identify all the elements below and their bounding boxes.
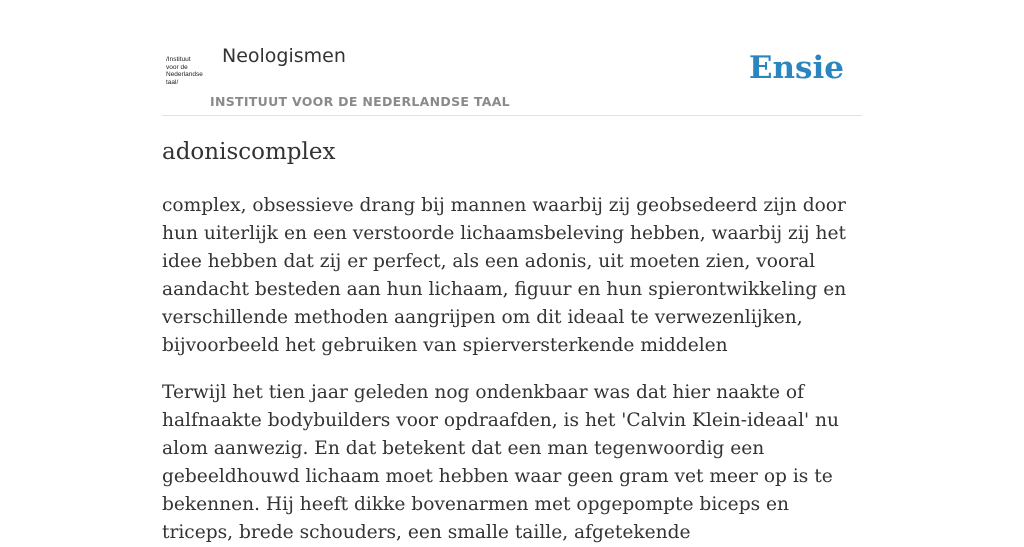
ensie-brand-link[interactable]: Ensie bbox=[748, 50, 844, 86]
entry-definition: complex, obsessieve drang bij mannen waarbij zij geobsedeerd zijn door hun uiterlijk en een verstoorde lichaamsbeleving hebben, waarbij zij het idee hebben dat zij er perfect, als een adonis, uit moeten zien, vooral aandacht besteden aan hun lichaam, figuur en hun spierontwikkeling en verschillende methoden aangrijpen om dit ideaal te verwezenlijken, bijvoorbeeld het gebruiken van spierversterkende middelen bbox=[162, 195, 847, 356]
entry-example: Terwijl het tien jaar geleden nog ondenkbaar was dat hier naakte of halfnaakte bodybuilders voor opdraafden, is het 'Calvin Klein-ideaal' nu alom aanwezig. En dat betekent dat een man tegenwoordig een gebeeldhouwd lichaam moet hebben waar geen gram vet meer op is te bekennen. Hij heeft dikke bovenarmen met opgepompte biceps en triceps, brede schouders, een smalle taille, afgetekende bbox=[162, 382, 840, 543]
institute-logo[interactable]: /Instituut voor de Nederlandse taal/ bbox=[166, 56, 203, 86]
site-subtitle: INSTITUUT VOOR DE NEDERLANDSE TAAL bbox=[210, 94, 510, 109]
site-header bbox=[162, 0, 862, 116]
site-title[interactable]: Neologismen bbox=[222, 45, 346, 67]
entry-title: adoniscomplex bbox=[162, 139, 336, 165]
content-container bbox=[162, 0, 862, 543]
